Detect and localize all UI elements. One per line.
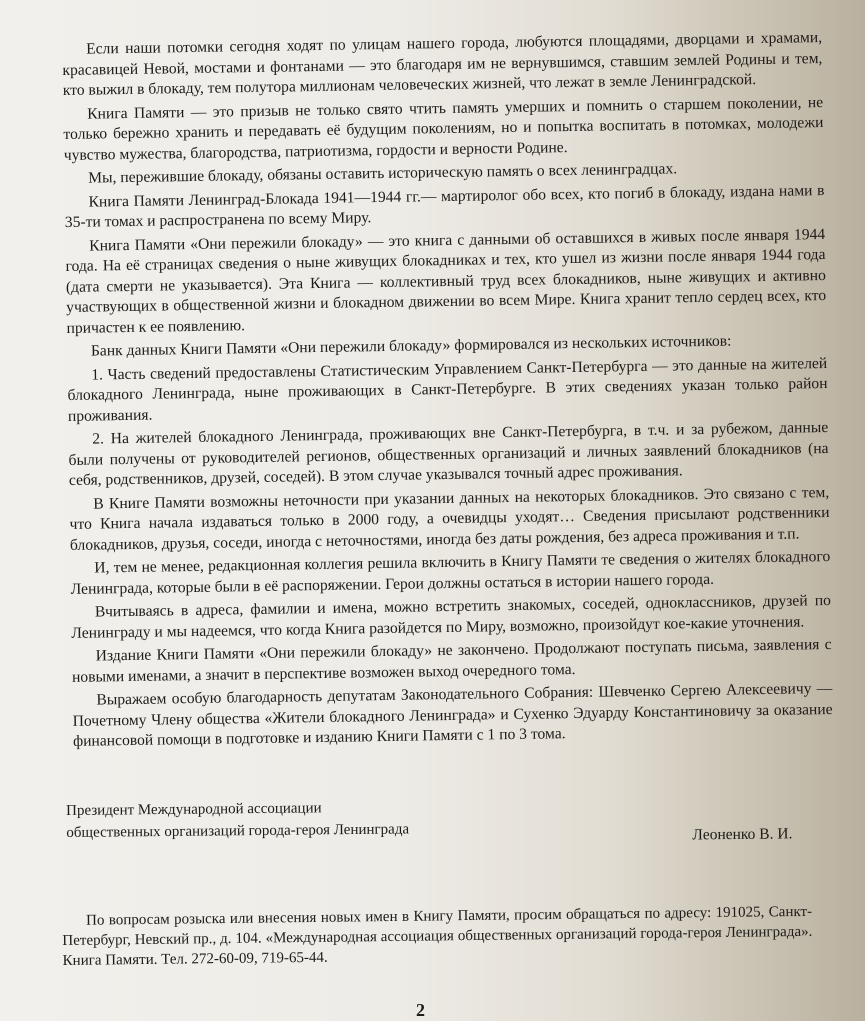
paragraph: 1. Часть сведений предоставлены Статистическим Управлением Санкт-Петербурга — это данные на жителей блокадного Ленинграда, ныне проживающих в Санкт-Петербурге. В этих сведениях указан только район проживания. bbox=[67, 354, 828, 425]
signature-block bbox=[66, 792, 806, 844]
paragraph: 2. На жителей блокадного Ленинграда, проживающих вне Санкт-Петербурга, в т.ч. и за рубежом, данные были получены от руководителей регионов, общественных организаций и личных заявлений блокадников (на себя, родственников, друзей, соседей). В этом случае указывался точный адрес проживания. bbox=[68, 419, 829, 489]
paragraph: Мы, пережившие блокаду, обязаны оставить историческую память о всех ленинградцах. bbox=[88, 160, 678, 187]
signatory-title: Президент Международной ассоциации bbox=[66, 800, 322, 819]
paragraph: Вчитываясь в адреса, фамилии и имена, можно встретить знакомых, соседей, одноклассников, друзей по Ленинграду и мы надеемся, что когда Книга разойдется по Миру, возможно, произойдут кое-какие уточнения. bbox=[71, 591, 832, 642]
paragraph: Книга Памяти «Они пережили блокаду» — это книга с данными об оставшихся в живых после января 1944 года. На её страницах сведения о ныне живущих блокадниках и тех, кто ушел из жизни после января 1944 года (дата смерти не указывается). Эта Книга — коллективный труд всех блокадников, ныне живущих и активно участвующих в общественной жизни и блокадном движении во всем Мире. Книга хранит тепло сердец всех, кто причастен к ее появлению. bbox=[65, 225, 827, 337]
paragraph: И, тем не менее, редакционная коллегия решила включить в Книгу Памяти те сведения о жителях блокадного Ленинграда, которые были в её распоряжении. Герои должны остаться в истории нашего города. bbox=[70, 547, 831, 598]
paragraph: Книга Памяти — это призыв не только свято чтить память умерших и помнить о старшем поколении, не только бережно хранить и передавать её будущим поколениям, но и попытка воспитать в потомках, молодежи чувство мужества, благородства, патриотизма, гордости и верности Родине. bbox=[63, 93, 824, 164]
body-text bbox=[62, 28, 833, 755]
contact-info bbox=[62, 902, 813, 971]
paragraph: Выражаем особую благодарность депутатам Законодательного Собрания: Шевченко Сергею Алексеевичу — Почетному Члену общества «Жители блокадного Ленинграда» и Сухенко Эдуарду Константиновичу за оказание финансовой помощи в подготовке и изданию Книги Памяти с 1 по 3 тома. bbox=[72, 679, 833, 750]
paragraph: Издание Книги Памяти «Они пережили блокаду» не закончено. Продолжают поступать письма, заявления с новыми именами, а значит в перспективе возможен выход очередного тома. bbox=[71, 635, 832, 686]
paragraph: Книга Памяти Ленинград-Блокада 1941—1944 гг.— мартиролог обо всех, кто погиб в блокаду, издана нами в 35-ти томах и распространена по всему Миру. bbox=[64, 181, 825, 231]
signatory-name: Леоненко В. И. bbox=[692, 825, 793, 844]
signatory-organization: общественных организаций города-героя Ленинграда bbox=[66, 821, 410, 841]
paragraph: Если наши потомки сегодня ходят по улицам нашего города, любуются площадями, дворцами и храмами, красавицей Невой, мостами и фонтанами — это благодаря им не вернувшимся, ставшим землей Родины и тем, кто выжил в блокаду, тем полутора миллионам человеческих жизней, что лежат в земле Ленинградской. bbox=[62, 29, 823, 99]
paragraph: В Книге Памяти возможны неточности при указании данных на некоторых блокадников. Это связано с тем, что Книга начала издаваться только в 2000 году, а очевидцы уходят… Сведения присылают родственники блокадников, друзья, соседи, иногда с неточностями, иногда без даты рождения, без адреса проживания и т.п. bbox=[69, 483, 830, 554]
contact-paragraph: По вопросам розыска или внесения новых имен в Книгу Памяти, просим обращаться по адресу: 191025, Санкт-Петербург, Невский пр., д. 104. «Международная ассоциация общественных организаций города-героя Ленинграда». Книга Памяти. Тел. 272-60-09, 719-65-44. bbox=[62, 903, 813, 969]
paragraph: Банк данных Книги Памяти «Они пережили блокаду» формировался из нескольких источников: bbox=[90, 332, 732, 360]
page-number: 2 bbox=[416, 1000, 425, 1020]
